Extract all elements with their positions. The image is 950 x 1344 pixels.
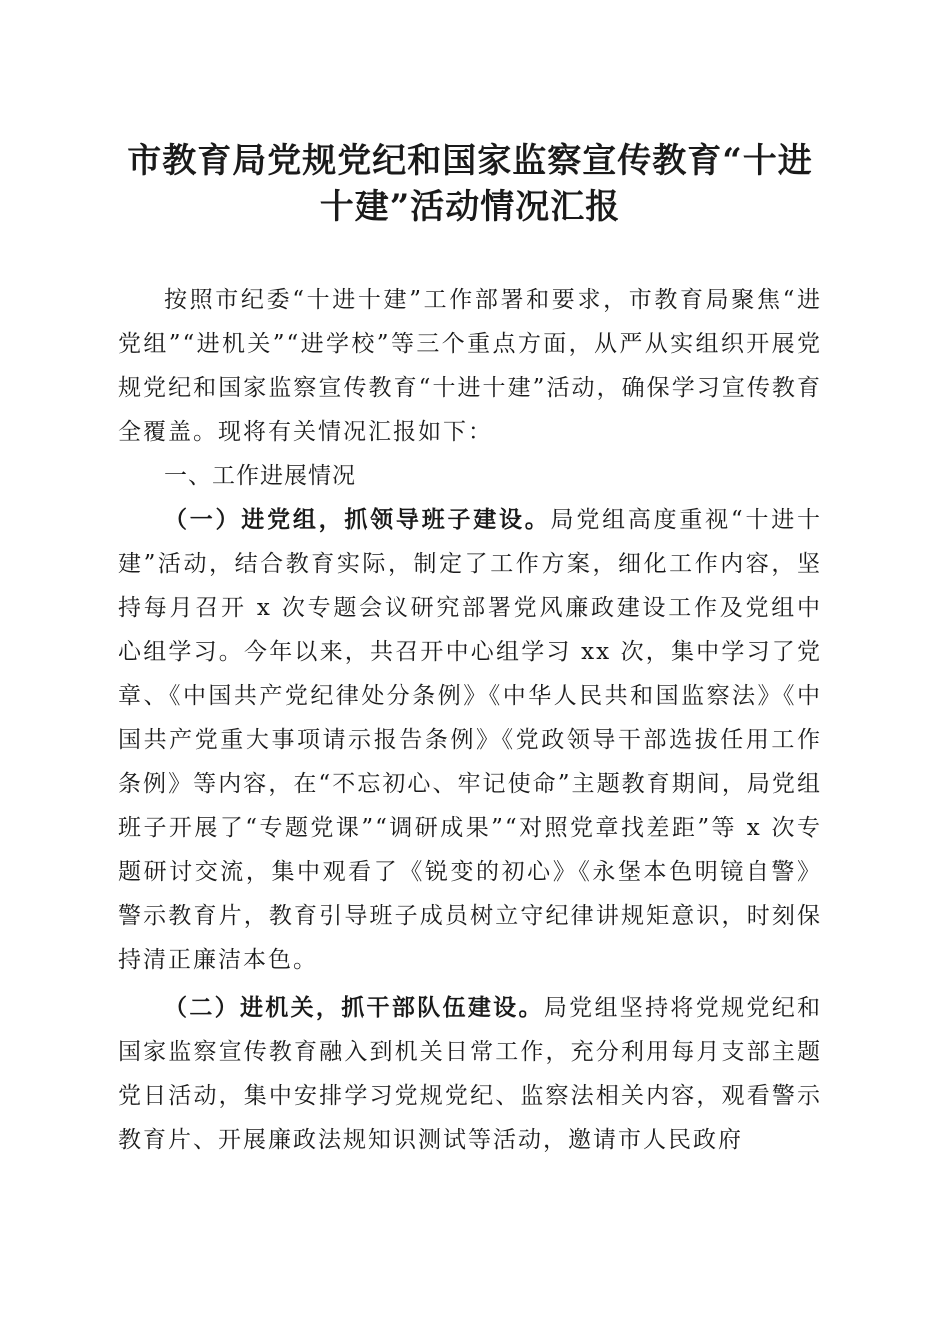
subsection-2-text: 局党组坚持将党规党纪和国家监察宣传教育融入到机关日常工作，充分利用每月支部主题党日活动，集中安排学习党规党纪、监察法相关内容，观看警示教育片、开展廉政法规知识测试等活动，邀请市人民政府 — [118, 995, 823, 1153]
subsection-1-lead: （一）进党组，抓领导班子建设。 — [164, 506, 551, 533]
subsection-1-paragraph — [118, 498, 822, 982]
subsection-1-text: 局党组高度重视“十进十建”活动，结合教育实际，制定了工作方案，细化工作内容，坚持每月召开 x 次专题会议研究部署党风廉政建设工作及党组中心组学习。今年以来，共召开中心组学习 xx 次，集中学习了党章、《中国共产党纪律处分条例》《中华人民共和国监察法》《中国共产党重大事项请示报告条例》《党政领导干部选拔任用工作条例》等内容，在“不忘初心、牢记使命”主题教育期间，局党组班子开展了“专题党课”“调研成果”“对照党章找差距”等 x 次专题研讨交流，集中观看了《锐变的初心》《永堡本色明镜自警》警示教育片，教育引导班子成员树立守纪律讲规矩意识，时刻保持清正廉洁本色。 — [118, 507, 822, 973]
section-heading: 一、工作进展情况 — [164, 463, 356, 489]
subsection-2-paragraph — [118, 986, 822, 1162]
subsection-2-lead: （二）进机关，抓干部队伍建设。 — [164, 994, 544, 1021]
document-title: 市教育局党规党纪和国家监察宣传教育“十进十建”活动情况汇报 — [127, 141, 813, 227]
document-page — [118, 138, 822, 1166]
intro-paragraph: 按照市纪委“十进十建”工作部署和要求，市教育局聚焦“进党组”“进机关”“进学校”等三个重点方面，从严从实组织开展党规党纪和国家监察宣传教育“十进十建”活动，确保学习宣传教育全覆盖。现将有关情况汇报如下： — [118, 287, 822, 445]
